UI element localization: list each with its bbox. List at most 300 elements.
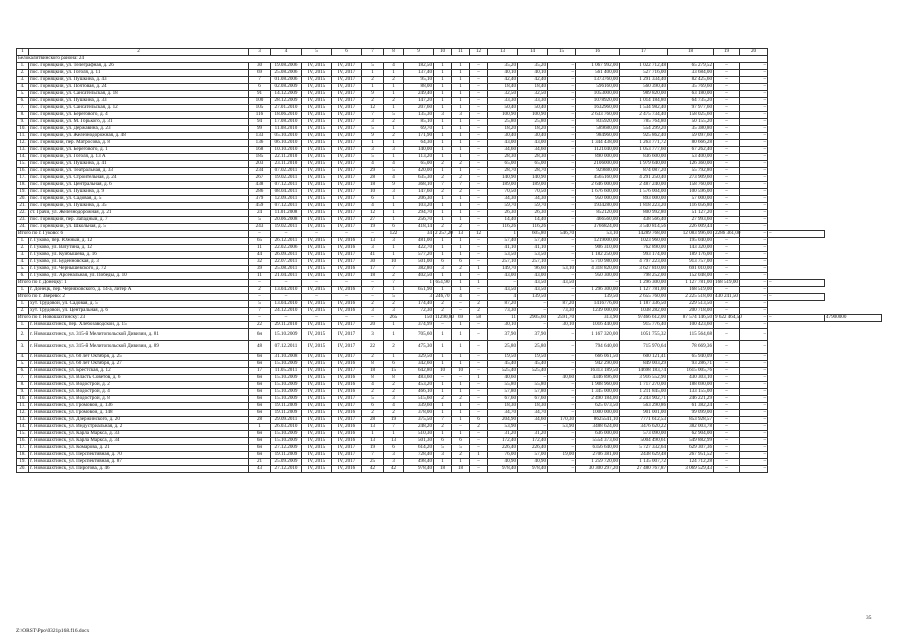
table-cell: 1: [384, 322, 404, 329]
table-row: [17, 168, 882, 175]
table-cell: –: [470, 238, 488, 245]
group-row: [17, 56, 882, 63]
table-cell: 53 400,00: [668, 154, 714, 161]
table-cell: –: [740, 451, 768, 458]
table-cell: 1: [384, 287, 404, 294]
table-cell: 65,00: [518, 161, 548, 168]
table-cell: 984960,00: [576, 133, 620, 140]
table-cell: 1016 440,00: [576, 322, 620, 329]
table-cell: 2: [384, 98, 404, 105]
table-cell: 6н: [249, 388, 271, 395]
table-cell: 1 296 300,00: [620, 280, 668, 287]
table-row: [17, 175, 882, 182]
table-cell: 852120,00: [576, 210, 620, 217]
table-cell: –: [740, 175, 768, 182]
table-cell: –: [249, 315, 271, 322]
table-cell: 466,10: [404, 388, 434, 395]
table-cell: 19,50: [488, 353, 518, 360]
table-cell: 19.11.2009: [271, 409, 302, 416]
table-cell: 97 977,60: [668, 105, 714, 112]
table-row: [17, 105, 882, 112]
table-cell: –: [714, 203, 740, 210]
table-cell: 6н: [249, 430, 271, 437]
table-cell: –: [740, 367, 768, 374]
table-cell: –: [548, 168, 576, 175]
table-cell: IV, 2015: [302, 182, 332, 189]
table-cell: 27: [362, 217, 384, 224]
table-cell: 21.: [17, 203, 29, 210]
table-cell: IV, 2017: [332, 63, 362, 70]
group-label: Белокалитвинского района: 24: [17, 56, 768, 63]
table-cell: 978,40: [488, 465, 518, 472]
table-cell: 501,00: [404, 259, 434, 266]
table-cell: 168 519,00: [668, 287, 714, 294]
table-cell: 6н: [249, 451, 271, 458]
table-cell: –: [714, 341, 740, 353]
table-cell: –: [714, 329, 740, 341]
table-cell: 22: [249, 322, 271, 329]
table-cell: –: [470, 196, 488, 203]
table-cell: 10: [384, 259, 404, 266]
table-cell: 1: [452, 98, 470, 105]
table-cell: –: [714, 437, 740, 444]
table-cell: –: [470, 341, 488, 353]
table-cell: 22: [362, 341, 384, 353]
table-cell: 28: [362, 416, 384, 423]
table-cell: 19.11.2009: [271, 402, 302, 409]
table-cell: 3.: [17, 77, 29, 84]
table-cell: 6н: [249, 329, 271, 341]
table-cell: –: [470, 287, 488, 294]
table-cell: 6н: [249, 437, 271, 444]
table-cell: 7: [362, 112, 384, 119]
table-cell: 510,30: [404, 430, 434, 437]
table-cell: –: [548, 77, 576, 84]
table-cell: IV, 2016: [332, 388, 362, 395]
table-cell: 978,40: [518, 465, 548, 472]
address-cell: г. Новошахтинск, ул. Пирогова, д. 46: [29, 465, 249, 472]
table-cell: 2: [362, 301, 384, 308]
table-cell: 1 263 771,72: [620, 140, 668, 147]
table-cell: 1: [452, 147, 470, 154]
address-cell: хут. Трудовой, ул. Центральная, д. 6: [29, 308, 249, 315]
table-cell: 1: [434, 203, 452, 210]
table-cell: 25: [362, 458, 384, 465]
table-cell: 1: [452, 217, 470, 224]
table-cell: 1: [452, 70, 470, 77]
table-cell: 1: [452, 119, 470, 126]
table-cell: –: [470, 409, 488, 416]
table-cell: –: [302, 294, 332, 301]
table-cell: 3: [384, 395, 404, 402]
table-cell: 43,50: [488, 287, 518, 294]
table-cell: 573 090,00: [620, 430, 668, 437]
table-cell: –: [548, 182, 576, 189]
address-cell: пос. Горняцкий, ул. Гоголя, д. 13 А: [29, 154, 249, 161]
table-cell: 20.: [17, 196, 29, 203]
table-cell: 1: [384, 245, 404, 252]
table-cell: 20.: [17, 465, 29, 472]
table-cell: 1: [452, 341, 470, 353]
table-cell: –: [740, 147, 768, 154]
table-cell: 2106000,00: [576, 161, 620, 168]
table-cell: 28: [249, 416, 271, 423]
table-cell: 7.: [17, 374, 29, 381]
table-cell: IV, 2017: [332, 105, 362, 112]
table-row: [17, 84, 882, 91]
table-cell: 168 519,00: [715, 279, 738, 286]
table-cell: 5 727 332,64: [620, 444, 668, 451]
table-cell: –: [470, 154, 488, 161]
table-cell: 11.: [17, 133, 29, 140]
table-cell: 1.: [17, 322, 29, 329]
table-cell: 182,50: [404, 63, 434, 70]
table-cell: –: [470, 217, 488, 224]
table-cell: 53,10: [576, 231, 620, 238]
table-cell: 43,00: [518, 140, 548, 147]
table-row: [17, 437, 882, 444]
table-cell: 53,90: [488, 423, 518, 430]
table-cell: 65: [249, 238, 271, 245]
table-cell: 1: [384, 140, 404, 147]
table-cell: 501,30: [404, 437, 434, 444]
table-cell: 1 818 223,20: [620, 203, 668, 210]
table-cell: 527 716,00: [620, 70, 668, 77]
table-cell: –: [740, 259, 768, 266]
table-cell: 1: [434, 458, 452, 465]
table-cell: 2: [384, 119, 404, 126]
table-cell: 2438 629,48: [620, 451, 668, 458]
table-cell: 2: [384, 388, 404, 395]
table-cell: –: [548, 353, 576, 360]
table-cell: 139,50: [518, 294, 548, 301]
table-cell: –: [518, 322, 548, 329]
header-cell: 16: [576, 49, 620, 56]
table-cell: IV, 2017: [332, 273, 362, 280]
subtotal-row: [17, 315, 882, 322]
table-cell: –: [548, 98, 576, 105]
table-cell: –: [714, 63, 740, 70]
address-cell: г. Донецк, пер. Черняховского, д. 14-а, литер А: [29, 287, 249, 294]
subtotal-row: [17, 231, 882, 238]
table-cell: 5: [362, 63, 384, 70]
table-cell: 481,00: [404, 238, 434, 245]
address-cell: пос. Горняцкий, ул. Садовая, д. 5: [29, 196, 249, 203]
table-cell: IV, 2017: [332, 203, 362, 210]
table-cell: –: [740, 189, 768, 196]
table-cell: 651,90: [404, 287, 434, 294]
table-cell: IV, 2017: [332, 168, 362, 175]
address-cell: г. Гуково, ул. Арсенальная, ул. Победы, д. 10: [29, 273, 249, 280]
table-cell: 65 940,09: [668, 353, 714, 360]
table-cell: –: [470, 252, 488, 259]
table-cell: 1: [452, 287, 470, 294]
table-cell: 13: [362, 238, 384, 245]
table-cell: 35 769,60: [668, 84, 714, 91]
table-cell: –: [470, 259, 488, 266]
table-cell: –: [740, 266, 768, 273]
table-cell: 6: [384, 224, 404, 231]
table-cell: 2: [362, 353, 384, 360]
table-cell: 14289 768,00: [620, 231, 668, 238]
table-cell: IV, 2015: [302, 458, 332, 465]
table-cell: 6: [384, 360, 404, 367]
table-cell: 11290,80: [435, 314, 454, 321]
table-cell: 17: [249, 367, 271, 374]
table-cell: IV, 2015: [302, 63, 332, 70]
table-cell: 8: [384, 374, 404, 381]
table-cell: 11.01.2008: [271, 210, 302, 217]
table-cell: 1: [434, 105, 452, 112]
address-cell: г. Новошахтинск, ул. Громовой, д. 148: [29, 409, 249, 416]
table-cell: 13: [384, 437, 404, 444]
table-cell: 22.: [17, 210, 29, 217]
table-cell: 7: [249, 308, 271, 315]
table-cell: 15.10.2009: [271, 437, 302, 444]
table-cell: 5: [362, 395, 384, 402]
table-cell: 11: [488, 315, 518, 322]
table-cell: –: [470, 105, 488, 112]
table-cell: IV, 2017: [332, 147, 362, 154]
table-cell: –: [470, 147, 488, 154]
address-cell: пос. Горняцкий, ул. Пушкина, д. 9: [29, 189, 249, 196]
footer-file-path: Z:\ORST\Ppo\0321p168.f16.docx: [16, 628, 90, 634]
table-cell: 2 257,20: [435, 230, 453, 237]
table-cell: –: [548, 402, 576, 409]
table-cell: 560 390,40: [620, 84, 668, 91]
table-cell: 989 820,00: [620, 91, 668, 98]
table-cell: –: [740, 409, 768, 416]
table-cell: –: [470, 133, 488, 140]
table-cell: IV, 2015: [302, 416, 332, 423]
table-cell: –: [714, 273, 740, 280]
table-cell: –: [548, 175, 576, 182]
table-cell: 1: [452, 353, 470, 360]
table-cell: –: [740, 329, 768, 341]
table-cell: 140,00: [404, 147, 434, 154]
table-cell: 978,40: [404, 465, 434, 472]
table-cell: 1 534 982,40: [620, 105, 668, 112]
table-cell: –: [470, 224, 488, 231]
table-cell: 561 400,00: [576, 70, 620, 77]
table-cell: 1: [362, 84, 384, 91]
table-cell: 382,80: [404, 266, 434, 273]
table-cell: IV, 2016: [332, 423, 362, 430]
table-cell: –: [548, 63, 576, 70]
table-cell: 43,50: [548, 280, 576, 287]
address-cell: пос. Горняцкий, ул. М. Горького, д. 31: [29, 119, 249, 126]
table-cell: 246,70: [435, 293, 450, 300]
table-cell: 1 067 992,00: [576, 63, 620, 70]
table-cell: IV, 2015: [302, 133, 332, 140]
table-cell: –: [714, 308, 740, 315]
table-cell: 2 490 184,00: [576, 395, 620, 402]
table-cell: 1: [452, 329, 470, 341]
table-cell: 67,60: [488, 395, 518, 402]
table-cell: –: [740, 430, 768, 437]
table-cell: 13.: [17, 416, 29, 423]
table-cell: 8.: [17, 381, 29, 388]
table-cell: 116 056,80: [668, 203, 714, 210]
table-cell: –: [740, 245, 768, 252]
table-cell: IV, 2015: [302, 112, 332, 119]
table-cell: 4: [384, 63, 404, 70]
table-cell: IV, 2015: [302, 353, 332, 360]
table-cell: 69: [452, 315, 470, 322]
table-cell: –: [470, 63, 488, 70]
table-cell: 18.: [17, 182, 29, 189]
table-cell: 10.: [17, 126, 29, 133]
table-cell: –: [332, 294, 362, 301]
table-cell: 6: [249, 84, 271, 91]
table-cell: –: [714, 402, 740, 409]
table-cell: –: [434, 374, 452, 381]
table-cell: 27.12.2010: [271, 465, 302, 472]
table-cell: 15: [384, 367, 404, 374]
table-row: [17, 70, 882, 77]
table-cell: 8625541,10: [576, 416, 620, 423]
table-cell: 69: [249, 70, 271, 77]
table-cell: –: [548, 360, 576, 367]
table-cell: 30: [362, 259, 384, 266]
table-cell: –: [740, 388, 768, 395]
table-cell: 35,20: [518, 63, 548, 70]
table-cell: 18.06.2010: [271, 112, 302, 119]
table-row: [17, 367, 882, 374]
table-cell: 1: [434, 70, 452, 77]
table-cell: 5554 373,60: [576, 437, 620, 444]
table-cell: 546,70: [548, 231, 576, 238]
table-cell: 30 300 297,20: [576, 465, 620, 472]
table-cell: –: [470, 182, 488, 189]
table-cell: 15.: [17, 161, 29, 168]
table-cell: –: [548, 224, 576, 231]
table-cell: IV, 2015: [302, 287, 332, 294]
table-cell: 172,40: [488, 437, 518, 444]
table-cell: 1: [452, 63, 470, 70]
table-cell: 26,30: [518, 210, 548, 217]
table-cell: IV, 2016: [332, 287, 362, 294]
header-cell: 4: [271, 49, 302, 56]
table-cell: IV, 2015: [302, 360, 332, 367]
table-cell: –: [740, 224, 768, 231]
table-cell: 34: [404, 231, 434, 238]
table-cell: –: [548, 388, 576, 395]
table-cell: 1: [434, 252, 452, 259]
table-cell: IV, 2017: [332, 182, 362, 189]
table-cell: –: [470, 77, 488, 84]
table-cell: –: [470, 388, 488, 395]
table-cell: 3.: [17, 341, 29, 353]
table-cell: 34,60: [518, 147, 548, 154]
address-cell: г. Новошахтинск, ул. Водострой, д. 4: [29, 388, 249, 395]
address-cell: пос. Горняцкий, ул. Центральная, д. 6: [29, 182, 249, 189]
table-cell: 25.08.2011: [271, 266, 302, 273]
table-cell: 25,80: [518, 341, 548, 353]
table-cell: 4: [384, 161, 404, 168]
table-cell: IV, 2017: [332, 175, 362, 182]
table-cell: 4.: [17, 259, 29, 266]
table-cell: IV, 2015: [302, 105, 332, 112]
table-cell: 73,30: [488, 308, 518, 315]
table-cell: 3: [384, 238, 404, 245]
table-cell: 1: [434, 77, 452, 84]
table-cell: 01.08.2006: [271, 77, 302, 84]
table-cell: –: [740, 238, 768, 245]
table-cell: 1: [384, 217, 404, 224]
table-cell: 1: [384, 353, 404, 360]
header-cell: 6: [332, 49, 362, 56]
table-cell: 59,70: [488, 203, 518, 210]
table-cell: –: [714, 423, 740, 430]
table-cell: –: [714, 252, 740, 259]
table-cell: –: [740, 273, 768, 280]
table-cell: 17.: [17, 175, 29, 182]
table-cell: 9.: [17, 388, 29, 395]
page-number: 35: [866, 615, 872, 621]
address-cell: пос. Горняцкий, ул. Пушкина, д. 41: [29, 161, 249, 168]
data-table: [16, 48, 882, 473]
table-cell: 1 022 712,48: [620, 63, 668, 70]
table-cell: IV, 2015: [302, 77, 332, 84]
table-cell: 57,80: [488, 388, 518, 395]
table-cell: –: [714, 388, 740, 395]
table-cell: 2905,60: [518, 315, 548, 322]
table-cell: IV, 2017: [332, 112, 362, 119]
table-cell: 27 480 767,87: [620, 465, 668, 472]
table-row: [17, 189, 882, 196]
table-cell: –: [470, 360, 488, 367]
table-cell: 942 290,00: [576, 360, 620, 367]
table-cell: 100,90: [518, 112, 548, 119]
table-cell: 3 916 552,90: [620, 374, 668, 381]
address-cell: г. Новошахтинск, ул. Перспективная, д. 87: [29, 458, 249, 465]
table-cell: 3 627 810,00: [620, 266, 668, 273]
table-cell: 329,50: [404, 353, 434, 360]
table-cell: 32,50: [518, 91, 548, 98]
table-cell: IV, 2017: [332, 91, 362, 98]
table-cell: 728,40: [404, 451, 434, 458]
table-cell: 1: [384, 154, 404, 161]
header-cell: 11: [452, 49, 470, 56]
table-cell: 5: [362, 154, 384, 161]
table-cell: –: [548, 217, 576, 224]
table-cell: 600 121,41: [620, 353, 668, 360]
table-cell: 5: [384, 294, 404, 301]
table-cell: –: [332, 280, 362, 287]
table-cell: 188 690,00: [668, 381, 714, 388]
table-cell: IV, 2015: [302, 238, 332, 245]
subtotal-label: Итого по г. Донецку: 1: [17, 280, 249, 287]
table-cell: 51 127,20: [668, 210, 714, 217]
address-cell: г. Новошахтинск, ул. Карла Маркса, д. 34: [29, 437, 249, 444]
table-cell: 32: [249, 259, 271, 266]
table-cell: 9 622 464,50: [715, 314, 742, 321]
table-cell: IV, 2015: [302, 381, 332, 388]
table-cell: 150: [404, 315, 434, 322]
table-cell: 3476 620,22: [620, 423, 668, 430]
table-cell: 4 797 223,00: [620, 259, 668, 266]
table-cell: 6: [452, 437, 470, 444]
table-cell: 13.04.2010: [271, 287, 302, 294]
table-cell: 836 600,00: [620, 154, 668, 161]
table-cell: –: [548, 259, 576, 266]
table-cell: –: [714, 367, 740, 374]
table-cell: 273 909,60: [668, 175, 714, 182]
table-cell: 76,00: [488, 451, 518, 458]
table-cell: 2 633 760,00: [576, 112, 620, 119]
table-cell: 3: [404, 294, 434, 301]
